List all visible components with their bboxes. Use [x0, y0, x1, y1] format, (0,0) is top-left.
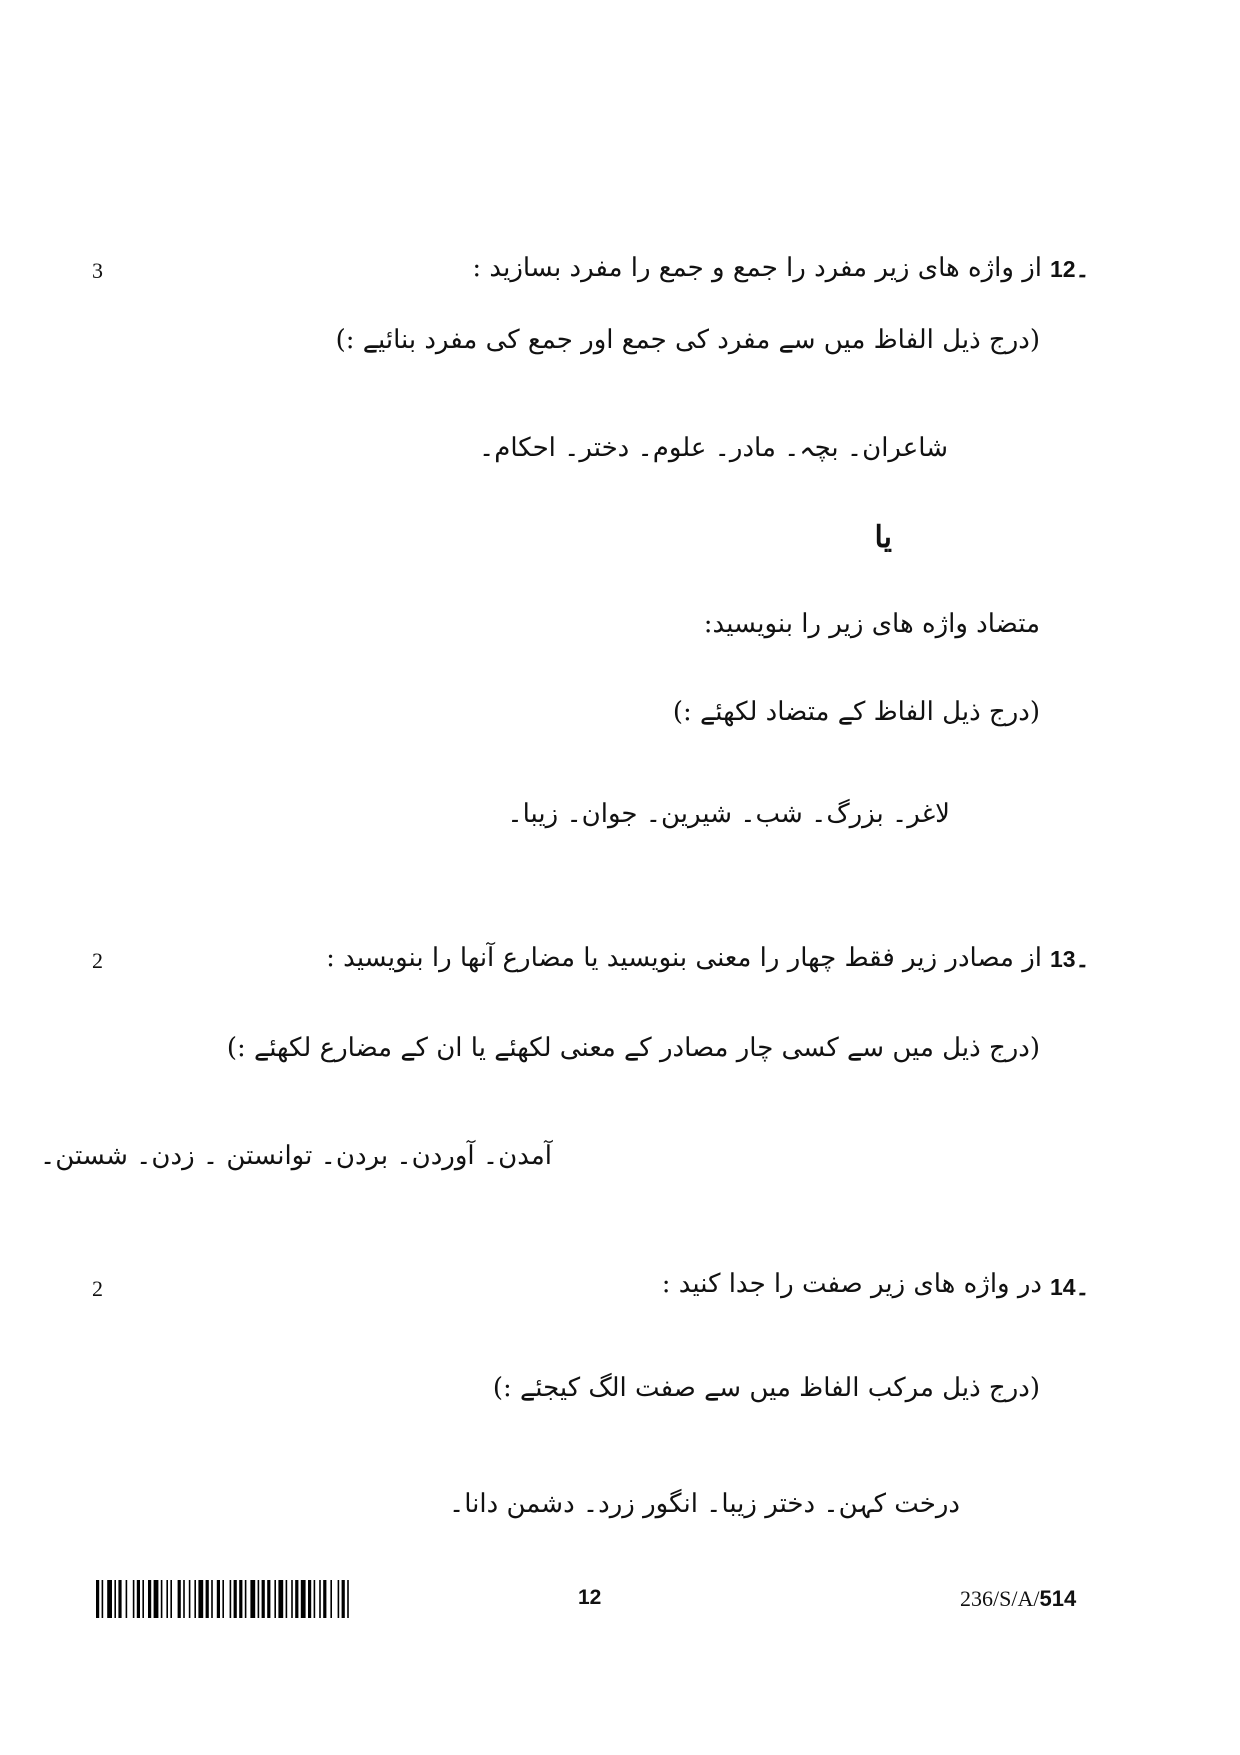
q12-alt-instruction: (درج ذیل الفاظ کے متضاد لکھئے :) [672, 697, 1040, 727]
q13-instruction: (درج ذیل میں سے کسی چار مصادر کے معنی لکھئے یا ان کے مضارع لکھئے :) [226, 1033, 1040, 1063]
q14-words: درخت کہن۔ دختر زیبا۔ انگور زرد۔ دشمن دانا۔ [449, 1489, 960, 1519]
barcode-image [96, 1580, 448, 1618]
page-number: 12 [578, 1586, 602, 1609]
paper-code-prefix: 236/S/A/ [960, 1586, 1040, 1611]
q14-number: 14۔ [1050, 1274, 1090, 1300]
q12-alt-words: لاغر۔ بزرگ۔ شب۔ شیرین۔ جوان۔ زیبا۔ [507, 799, 950, 829]
q14-marks: 2 [92, 1276, 103, 1301]
q12-words: شاعران۔ بچہ۔ مادر۔ علوم۔ دختر۔ احکام۔ [478, 433, 948, 463]
q12-alt-prompt: متضاد واژه های زیر را بنویسید: [703, 609, 1040, 639]
q12-number-text: 12 [1050, 256, 1076, 282]
q12-marks: 3 [92, 258, 103, 283]
q13-number-text: 13 [1050, 946, 1076, 972]
q13-words: آمدن۔ آوردن۔ بردن۔ توانستن ۔ زدن۔ شستن۔ [40, 1141, 552, 1171]
q13-prompt: از مصادر زیر فقط چهار را معنی بنویسید یا مضارع آنها را بنویسید : [326, 943, 1042, 973]
q14-prompt: در واژه های زیر صفت را جدا کنید : [661, 1269, 1042, 1299]
q13-number: 13۔ [1050, 946, 1090, 972]
q12-number: 12۔ [1050, 256, 1090, 282]
q13-marks: 2 [92, 948, 103, 973]
q14-number-text: 14 [1050, 1274, 1076, 1300]
q12-instruction: (درج ذیل الفاظ میں سے مفرد کی جمع اور جمع کی مفرد بنائیے :) [335, 325, 1040, 355]
paper-code [960, 1586, 1076, 1612]
paper-code-suffix: 514 [1039, 1586, 1077, 1611]
q12-or: یا [874, 520, 892, 555]
q14-instruction: (درج ذیل مرکب الفاظ میں سے صفت الگ کیجئے :) [492, 1373, 1040, 1403]
q12-prompt: از واژه های زیر مفرد را جمع و جمع را مفرد بسازید : [472, 253, 1042, 283]
